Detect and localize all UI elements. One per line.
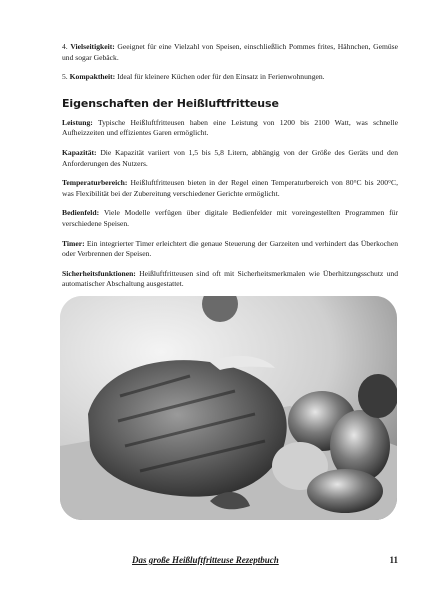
property-term: Temperaturbereich: <box>62 178 128 188</box>
property-term: Bedienfeld: <box>62 208 100 218</box>
property-leistung <box>62 118 398 139</box>
page-body <box>62 42 398 299</box>
property-bedienfeld <box>62 208 398 229</box>
item-number: 5. <box>62 72 68 82</box>
item-term: Kompaktheit: <box>69 72 116 82</box>
property-temperaturbereich <box>62 178 398 199</box>
item-number: 4. <box>62 42 68 51</box>
property-text: Die Kapazität variiert von 1,5 bis 5,8 Litern, abhängig von der Größe des Geräts und den Anforderungen des Nutzers. <box>62 147 399 168</box>
steak-photo <box>60 296 397 520</box>
property-text: Heißluftfritteusen bieten in der Regel einen Temperaturbereich von 80°C bis 200°C, was Flexibilität bei der Zubereitung verschiedener Gerichte ermöglicht. <box>62 178 399 198</box>
item-text: Ideal für kleinere Küchen oder für den Einsatz in Ferienwohnungen. <box>117 72 325 82</box>
intro-item <box>62 72 398 83</box>
item-term: Vielseitigkeit: <box>70 42 115 51</box>
property-timer <box>62 239 398 260</box>
property-text: Ein integrierter Timer erleichtert die genaue Steuerung der Garzeiten und verhindert das Überkochen oder Verbrennen der Speisen. <box>62 238 398 259</box>
intro-item <box>62 42 398 63</box>
property-text: Heißluftfritteusen sind oft mit Sicherheitsmerkmalen wie Überhitzungsschutz und automatischer Abschaltung ausgestattet. <box>62 268 398 289</box>
page-number: 11 <box>389 555 398 565</box>
property-term: Timer: <box>62 238 85 248</box>
page-footer <box>62 553 398 569</box>
item-text: Geeignet für eine Vielzahl von Speisen, einschließlich Pommes frites, Hähnchen, Gemüse und sogar Gebäck. <box>62 42 398 62</box>
section-heading: Eigenschaften der Heißluftfritteuse <box>62 96 279 110</box>
property-term: Sicherheitsfunktionen: <box>62 268 136 278</box>
property-sicherheitsfunktionen <box>62 269 398 290</box>
property-kapazitaet <box>62 148 398 169</box>
property-text: Viele Modelle verfügen über digitale Bedienfelder mit voreingestellten Programmen für verschiedene Speisen. <box>62 208 398 228</box>
book-title: Das große Heißluftfritteuse Rezeptbuch <box>132 555 279 565</box>
property-term: Kapazität: <box>62 147 97 157</box>
property-text: Typische Heißluftfritteusen haben eine Leistung von 1200 bis 2100 Watt, was schnelle Aufheizzeiten und effizientes Garen ermöglicht. <box>62 117 398 138</box>
property-term: Leistung: <box>62 117 93 127</box>
steak-photo-illustration <box>60 296 397 520</box>
